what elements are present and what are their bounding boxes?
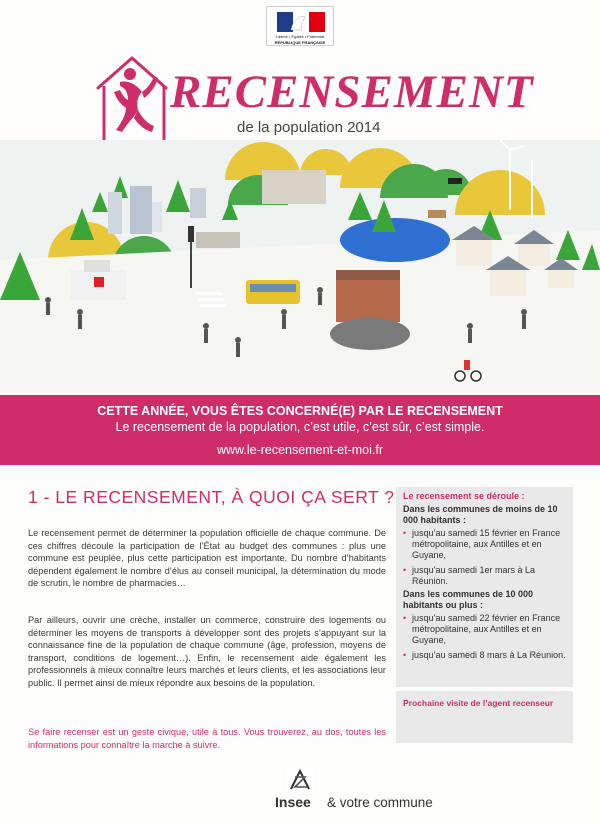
republic-name: RÉPUBLIQUE FRANÇAISE — [274, 40, 326, 45]
town-illustration — [0, 140, 600, 398]
lake-shape — [340, 218, 450, 262]
bullet-icon: • — [403, 613, 407, 623]
bullet-icon: • — [403, 650, 407, 660]
list-item: • jusqu’au samedi 1er mars à La Réunion. — [403, 565, 536, 586]
list-item: • jusqu’au samedi 8 mars à La Réunion. — [403, 650, 566, 660]
page-subtitle: de la population 2014 — [237, 119, 381, 136]
banner-headline: CETTE ANNÉE, VOUS ÊTES CONCERNÉ(E) PAR LE RECENSEMENT — [97, 404, 503, 418]
page-title: RECENSEMENT — [170, 66, 534, 118]
banner-slogan: Le recensement de la population, c’est utile, c’est sûr, c’est simple. — [115, 420, 485, 434]
schedule-panel — [396, 487, 573, 743]
next-visit-label: Prochaine visite de l’agent recenseur — [403, 698, 554, 708]
next-visit-box — [396, 687, 573, 743]
footer-tagline: & votre commune — [327, 795, 433, 810]
republic-motto: Liberté • Égalité • Fraternité — [275, 34, 325, 39]
house-figure-logo-icon — [92, 52, 172, 147]
paragraph-uses: Par ailleurs, ouvrir une crèche, installer un commerce, construire des logements ou déterminer les moyens de transports à développer sont des projets s’appuyant sur la connaissance fine de la population de chaque commune (âge, profession, moyens de transport, conditions de logement…). Enfin, le recensement aide également les professionnels à mieux connaître leurs marchés et leurs clients, et les associations leur public. Il permet ainsi de mieux répondre aux besoins de la population. — [28, 615, 386, 688]
schedule-title: Le recensement se déroule : — [403, 491, 525, 501]
list-item: • jusqu’au samedi 15 février en France métropolitaine, aux Antilles et en Guyane, — [403, 528, 561, 560]
paragraph-civic-duty: Se faire recenser est un geste civique, utile à tous. Vous trouverez, au dos, toutes les informations pour connaître la marche à suivre. — [28, 727, 386, 750]
list-item: • jusqu’au samedi 22 février en France métropolitaine, aux Antilles et en Guyane, — [403, 613, 561, 645]
republique-francaise-logo — [266, 6, 334, 46]
campaign-banner — [0, 395, 600, 465]
schedule-group-small-communes: Dans les communes de moins de 10 000 habitants : — [403, 504, 558, 525]
marianne-flag-icon — [277, 12, 325, 32]
paragraph-purpose: Le recensement permet de déterminer la population officielle de chaque commune. De ces chiffres découle la participation de l’État au budget des communes : plus une commune est peuplée, plus cette participation est importante. Du nombre d’habitants dépendent également le nombre d’élus au conseil municipal, la détermination du mode de scrutin, le nombre de pharmacies… — [28, 528, 386, 589]
section-title: 1 - LE RECENSEMENT, À QUOI ÇA SERT ? — [28, 487, 395, 507]
website-link[interactable]: www.le-recensement-et-moi.fr — [216, 443, 383, 457]
insee-name: Insee — [275, 794, 311, 810]
bullet-icon: • — [403, 528, 407, 538]
bullet-icon: • — [403, 565, 407, 575]
insee-logo-icon — [287, 767, 313, 793]
schedule-group-large-communes: Dans les communes de 10 000 habitants ou plus : — [403, 589, 534, 610]
